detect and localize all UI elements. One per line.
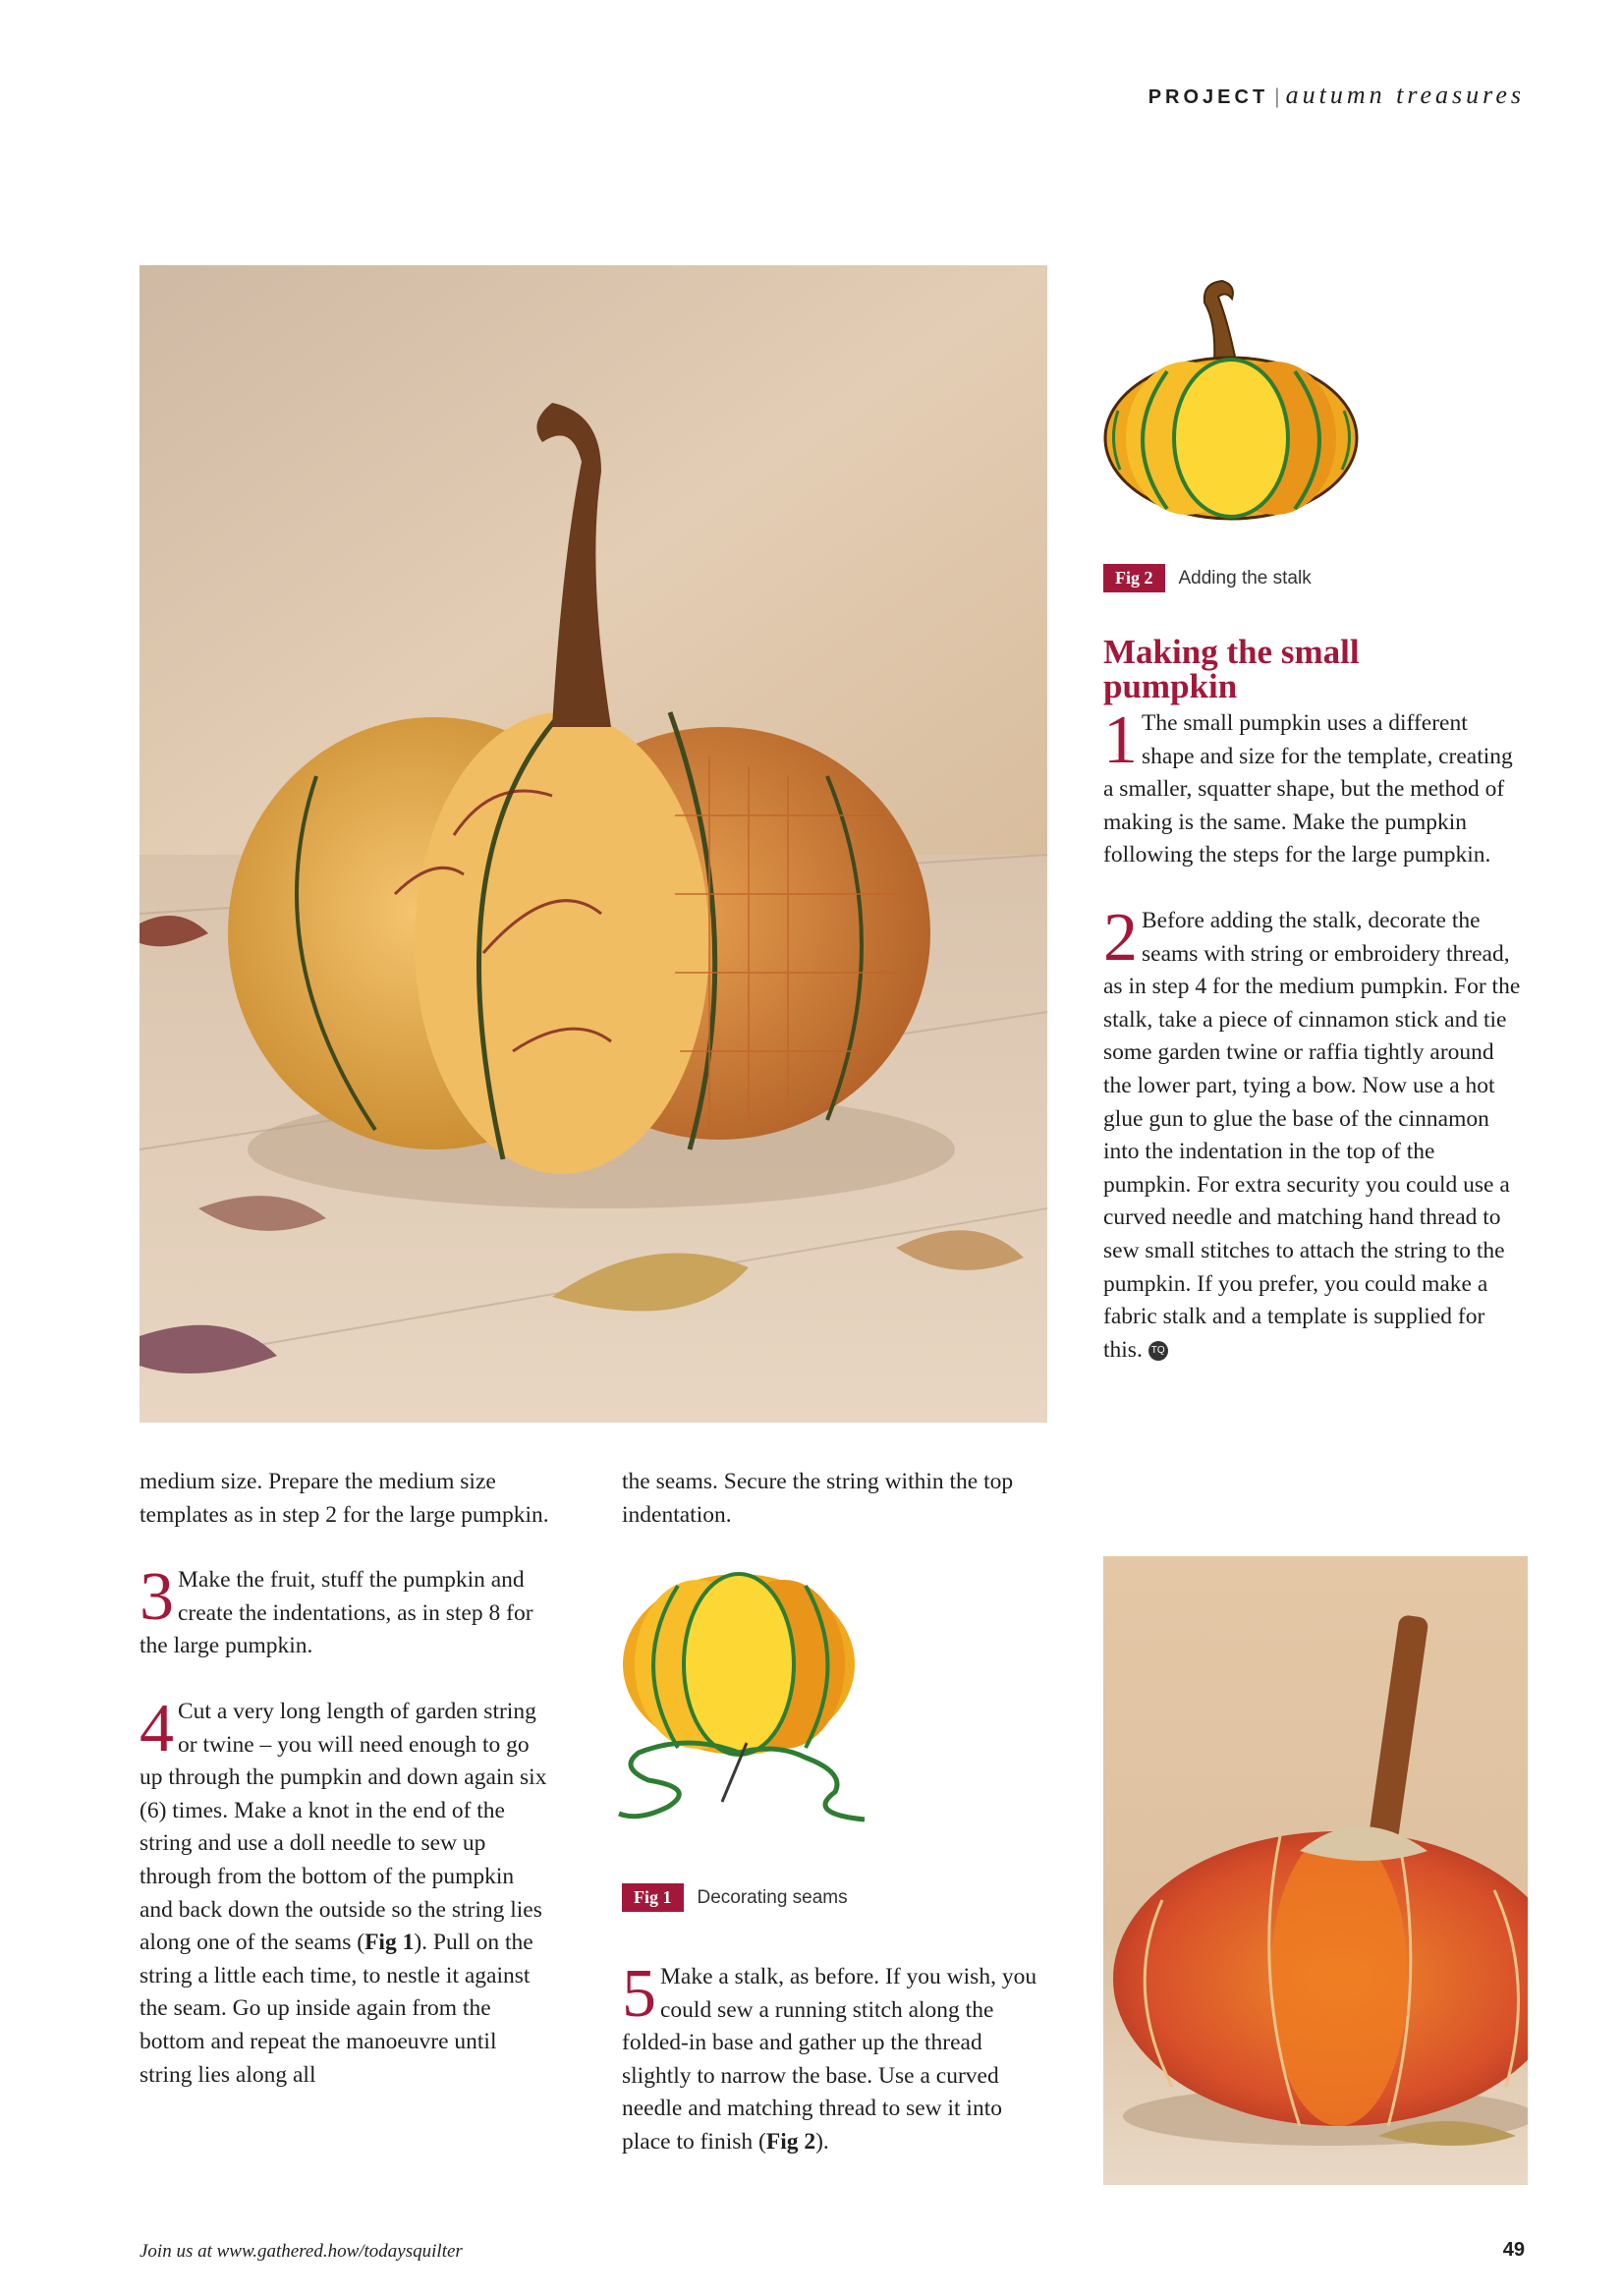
step-1-number: 1 xyxy=(1103,702,1138,778)
step-5-fig-ref: Fig 2 xyxy=(765,2128,816,2155)
fig2-caption-text: Adding the stalk xyxy=(1178,568,1312,588)
step-5-number: 5 xyxy=(622,1956,656,2032)
fig1-caption-text: Decorating seams xyxy=(697,1887,848,1908)
header-separator: | xyxy=(1274,85,1280,108)
step-2-number: 2 xyxy=(1103,899,1138,976)
step-2-text: Before adding the stalk, decorate the seams with string or embroidery thread, as in step 4 for the medium pumpkin. For the stalk, take a piece of cinnamon stick and tie some garden twine or raffia tightly around the lower part, tying a bow. Now use a hot glue gun to glue the base of the cinnamon into the indentation in the top of the pumpkin. For extra security you could use a curved needle and matching hand thread to sew small stitches to attach the string to the pumpkin. If you prefer, you could make a fabric stalk and a template is supplied for this. xyxy=(1103,907,1521,1363)
step-1-paragraph xyxy=(1103,702,1526,872)
step-4-fig-ref: Fig 1 xyxy=(364,1930,415,1956)
step-5-paragraph xyxy=(622,1956,1044,2159)
header-kicker: PROJECT xyxy=(1147,86,1269,108)
fig1-tag: Fig 1 xyxy=(622,1883,684,1912)
fig2-caption xyxy=(1103,564,1312,592)
step-4-paragraph xyxy=(140,1690,552,2092)
step-5-text-a: Make a stalk, as before. If you wish, you could sew a running stitch along the folded-in base and gather up the thread slightly to narrow the base. Use a curved needle and matching thread to sew it into place to finish ( xyxy=(622,1964,1037,2155)
step-5-text-b: ). xyxy=(815,2128,829,2155)
footer-url: Join us at www.gathered.how/todaysquilter xyxy=(140,2241,463,2262)
step-1-text: The small pumpkin uses a different shape and size for the template, creating a smaller, squatter shape, but the method of making is the same. Make the pumpkin following the steps for the large pumpkin. xyxy=(1103,710,1513,868)
page-number: 49 xyxy=(1502,2239,1525,2261)
middle-column-step5 xyxy=(622,1956,1044,2159)
end-mark-icon: TQ xyxy=(1148,1341,1168,1361)
left-column-text xyxy=(140,1466,552,2092)
fig1-caption xyxy=(622,1883,848,1912)
middle-column-intro xyxy=(622,1466,1044,1532)
fig1-illustration xyxy=(609,1556,894,1841)
step-4-text-b: ). Pull on the string a little each time, to nestle it against the seam. Go up inside again from the bottom and repeat the manoeuvre until string lies along all xyxy=(140,1930,533,2088)
fig2-tag: Fig 2 xyxy=(1103,564,1165,592)
step-3-paragraph xyxy=(140,1559,552,1663)
fig2-illustration xyxy=(1098,263,1364,529)
step-4-number: 4 xyxy=(140,1690,174,1766)
step-3-number: 3 xyxy=(140,1559,174,1636)
step-4-text-a: Cut a very long length of garden string or twine – you will need enough to go up through the pumpkin and down again six (6) times. Make a knot in the end of the string and use a doll needle to sew up through from the bottom of the pumpkin and back down the outside so the string lies along one of the seams ( xyxy=(140,1698,547,1956)
section-title: Making the small pumpkin xyxy=(1103,633,1360,705)
step-3-text: Make the fruit, stuff the pumpkin and create the indentations, as in step 8 for the large pumpkin. xyxy=(140,1567,533,1659)
medium-pumpkin-photo xyxy=(140,265,1047,1423)
running-header xyxy=(837,81,1525,110)
step-2-paragraph xyxy=(1103,899,1526,1367)
right-column-text xyxy=(1103,702,1526,1367)
small-pumpkin-photo xyxy=(1103,1556,1528,2185)
col2-intro: the seams. Secure the string within the top indentation. xyxy=(622,1469,1014,1528)
col1-intro: medium size. Prepare the medium size templates as in step 2 for the large pumpkin. xyxy=(140,1469,549,1528)
header-topic: autumn treasures xyxy=(1285,81,1525,109)
